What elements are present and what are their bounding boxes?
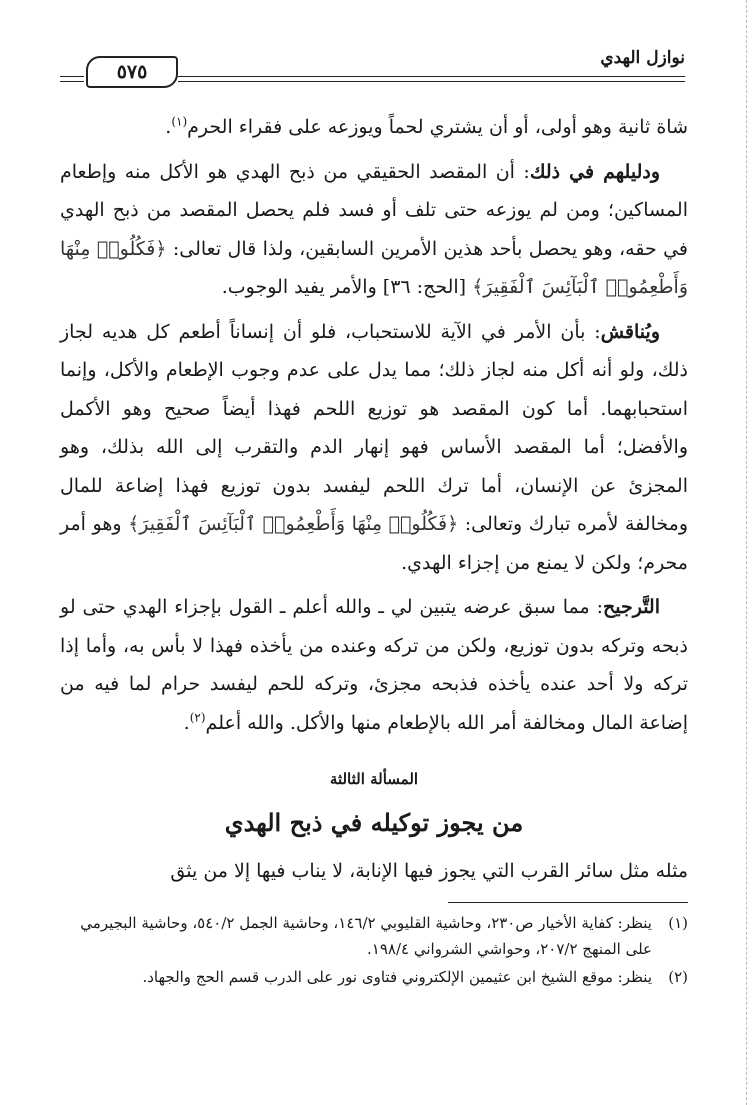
- paragraph-continuation: شاة ثانية وهو أولى، أو أن يشتري لحماً ويوزعه على فقراء الحرم$^{(١)}$.: [165, 114, 688, 138]
- footnote-number: (١): [668, 914, 688, 932]
- page-number-badge: ٥٧٥: [86, 56, 178, 88]
- paragraph-discussion: [60, 313, 688, 583]
- footnote-separator: [448, 902, 688, 903]
- quran-verse: ﴿فَكُلُوا۟ مِنْهَا وَأَطْعِمُوا۟ ٱلْبَآئِسَ ٱلْفَقِيرَ﴾: [60, 237, 688, 298]
- footnotes: [60, 910, 688, 992]
- footnote-text: ينظر: موقع الشيخ ابن عثيمين الإلكتروني فتاوى نور على الدرب قسم الحج والجهاد.: [142, 968, 652, 986]
- term-heading: التَّرجيح: [602, 596, 660, 618]
- term-heading: ودليلهم في ذلك: [529, 160, 660, 183]
- paragraph-text: شاة ثانية وهو أولى، أو أن يشتري لحماً ويوزعه على فقراء الحرم: [187, 116, 688, 138]
- footnote-number: (٢): [668, 968, 688, 986]
- header-rule-bottom: [178, 81, 685, 82]
- header-rule-top: [178, 76, 685, 77]
- paragraph-text: [الحج: ٣٦] والأمر يفيد الوجوب.: [221, 276, 473, 298]
- footnote-text: ينظر: كفاية الأخيار ص٢٣٠، وحاشية القليوبي ١٤٦/٢، وحاشية الجمل ٥٤٠/٢، وحاشية البجيرمي على المنهج ٢٠٧/٢، وحواشي الشرواني ١٩٨/٤.: [80, 914, 652, 958]
- section-title: من يجوز توكيله في ذبح الهدي: [224, 808, 524, 837]
- paragraph-text: وهو أمر محرم؛ ولكن لا يمنع من إجزاء الهدي.: [60, 513, 688, 574]
- footnote: [60, 910, 688, 962]
- paragraph-text: : أن المقصد الحقيقي من ذبح الهدي هو الأكل منه وإطعام المساكين؛ ومن لم يوزعه حتى تلف أو فسد فلم يحصل المقصد من ذبح الهدي في حقه، وهو يحصل بأحد هذين الأمرين السابقين، ولذا قال تعالى:: [60, 160, 688, 260]
- quran-verse: ﴿فَكُلُوا۟ مِنْهَا وَأَطْعِمُوا۟ ٱلْبَآئِسَ ٱلْفَقِيرَ﴾: [128, 513, 459, 535]
- header-rule-left-top: [60, 76, 84, 77]
- footnote-ref[interactable]: (١): [171, 114, 188, 129]
- running-title: نوازل الهدي: [600, 48, 685, 68]
- footnote: [60, 964, 688, 990]
- page-header: [60, 40, 685, 90]
- main-text: [60, 108, 688, 748]
- paragraph-evidence: [60, 153, 688, 307]
- paragraph-text: : مما سبق عرضه يتبين لي ـ والله أعلم ـ القول بإجزاء الهدي حتى لو ذبحه وتركه بدون توزيع، ولكن من تركه وعنده من يأخذه فهذا لا بأس به، وأما إذا تركه ولا أحد عنده يأخذه فذبحه مجزئ، وتركه للحم ليفسد حرام لما فيه من إضاعة المال ومخالفة أمر الله بالإطعام منها والأكل. والله أعلم: [60, 596, 688, 734]
- section-first-line: مثله مثل سائر القرب التي يجوز فيها الإنابة، لا يناب فيها إلا من يثق: [170, 860, 688, 882]
- page-edge-divider: [746, 0, 747, 1105]
- paragraph-text: : بأن الأمر في الآية للاستحباب، فلو أن إنساناً أطعم كل هديه لجاز ذلك، ولو أنه أكل منه لجاز ذلك؛ مما يدل على عدم وجوب الإطعام والأكل، وإنما استحبابهما. أما كون المقصد هو توزيع اللحم فهذا أيضاً صحيح وهو الأكمل والأفضل؛ أما المقصد الأساس فهو إنهار الدم والتقرب إلى الله بذلك، وهو المجزئ عن الإنسان، أما ترك اللحم ليفسد بدون توزيع فهذا إضاعة للمال ومخالفة لأمره تبارك وتعالى:: [60, 320, 688, 535]
- header-rule-left-bottom: [60, 81, 84, 82]
- footnote-ref[interactable]: (٢): [189, 710, 206, 725]
- section-label: المسألة الثالثة: [329, 770, 419, 788]
- term-heading: ويُناقش: [600, 320, 660, 343]
- paragraph-preference: التَّرجيح: مما سبق عرضه يتبين لي ـ والله أعلم ـ القول بإجزاء الهدي حتى لو ذبحه وتركه بدون توزيع، ولكن من تركه وعنده من يأخذه فهذا لا بأس به، وأما إذا تركه ولا أحد عنده يأخذه فذبحه مجزئ، وتركه للحم ليفسد حرام لما فيه من إضاعة المال ومخالفة أمر الله بالإطعام منها والأكل. والله أعلم$^{(٢)}$.: [60, 596, 688, 734]
